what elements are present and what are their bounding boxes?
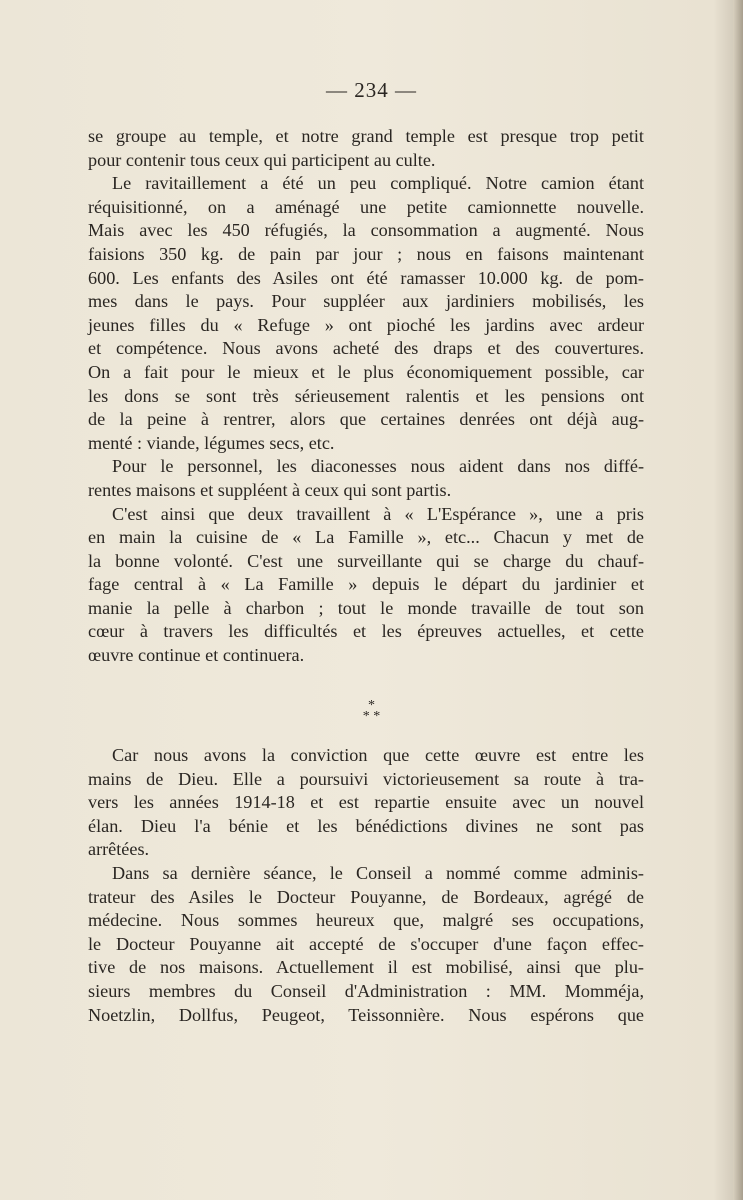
text-line: arrêtées. xyxy=(88,839,150,860)
text-line: Noetzlin, Dollfus, Peugeot, Teissonnière. Nous espérons que xyxy=(88,1004,644,1025)
text-line: le Docteur Pouyanne ait accepté de s'occuper d'une façon effec- xyxy=(88,933,644,954)
text-line: la bonne volonté. C'est une surveillante qui se charge du chauf- xyxy=(88,550,644,571)
text-line: cœur à travers les difficultés et les épreuves actuelles, et cette xyxy=(88,621,644,642)
text-line: élan. Dieu l'a bénie et les bénédictions divines ne sont pas xyxy=(88,815,644,836)
text-block-2 xyxy=(88,744,644,1027)
text-line: 600. Les enfants des Asiles ont été ramasser 10.000 kg. de pom- xyxy=(88,267,644,288)
text-line: tive de nos maisons. Actuellement il est mobilisé, ainsi que plu- xyxy=(88,957,644,978)
text-line: fage central à « La Famille » depuis le départ du jardinier et xyxy=(88,574,644,595)
text-line: Car nous avons la conviction que cette œuvre est entre les xyxy=(112,745,644,765)
text-line: et compétence. Nous avons acheté des draps et des couvertures. xyxy=(88,338,644,359)
page-number: — 234 — xyxy=(326,78,417,102)
text-line: mains de Dieu. Elle a poursuivi victorieusement sa route à tra- xyxy=(88,768,644,789)
text-line: On a fait pour le mieux et le plus économiquement possible, car xyxy=(88,361,644,382)
ornament-top-star: * xyxy=(368,698,375,713)
text-line: Le ravitaillement a été un peu compliqué. Notre camion étant xyxy=(112,173,644,194)
text-line: œuvre continue et continuera. xyxy=(88,645,305,666)
text-line: en main la cuisine de « La Famille », etc... Chacun y met de xyxy=(88,527,644,548)
page-edge xyxy=(733,0,743,1200)
text-line: C'est ainsi que deux travaillent à « L'Espérance », une a pris xyxy=(112,503,644,524)
text-block-1 xyxy=(88,125,644,668)
text-line: menté : viande, légumes secs, etc. xyxy=(88,432,335,453)
text-line: manie la pelle à charbon ; tout le monde travaille de tout son xyxy=(88,597,644,618)
text-line: pour contenir tous ceux qui participent au culte. xyxy=(88,149,436,170)
text-line: rentes maisons et suppléent à ceux qui sont partis. xyxy=(88,479,452,500)
text-line: Mais avec les 450 réfugiés, la consommation a augmenté. Nous xyxy=(88,220,644,241)
text-line: médecine. Nous sommes heureux que, malgré ses occupations, xyxy=(88,910,644,931)
text-line: Dans sa dernière séance, le Conseil a nommé comme adminis- xyxy=(112,862,644,883)
text-line: faisions 350 kg. de pain par jour ; nous en faisons maintenant xyxy=(88,243,644,264)
text-line: les dons se sont très sérieusement ralentis et les pensions ont xyxy=(88,385,644,406)
text-line: trateur des Asiles le Docteur Pouyanne, de Bordeaux, agrégé de xyxy=(88,886,644,907)
text-line: de la peine à rentrer, alors que certaines denrées ont déjà aug- xyxy=(88,409,644,430)
text-line: Pour le personnel, les diaconesses nous aident dans nos diffé- xyxy=(112,456,644,477)
text-line: sieurs membres du Conseil d'Administration : MM. Momméja, xyxy=(88,980,644,1001)
text-line: réquisitionné, on a aménagé une petite camionnette nouvelle. xyxy=(88,196,644,217)
ornament-bottom-stars: * * xyxy=(362,709,381,724)
text-line: se groupe au temple, et notre grand temple est presque trop petit xyxy=(88,126,644,146)
text-line: mes dans le pays. Pour suppléer aux jardiniers mobilisés, les xyxy=(88,291,644,312)
text-line: jeunes filles du « Refuge » ont pioché les jardins avec ardeur xyxy=(88,314,644,335)
text-line: vers les années 1914-18 et est repartie ensuite avec un nouvel xyxy=(88,792,644,813)
section-ornament xyxy=(0,700,743,722)
